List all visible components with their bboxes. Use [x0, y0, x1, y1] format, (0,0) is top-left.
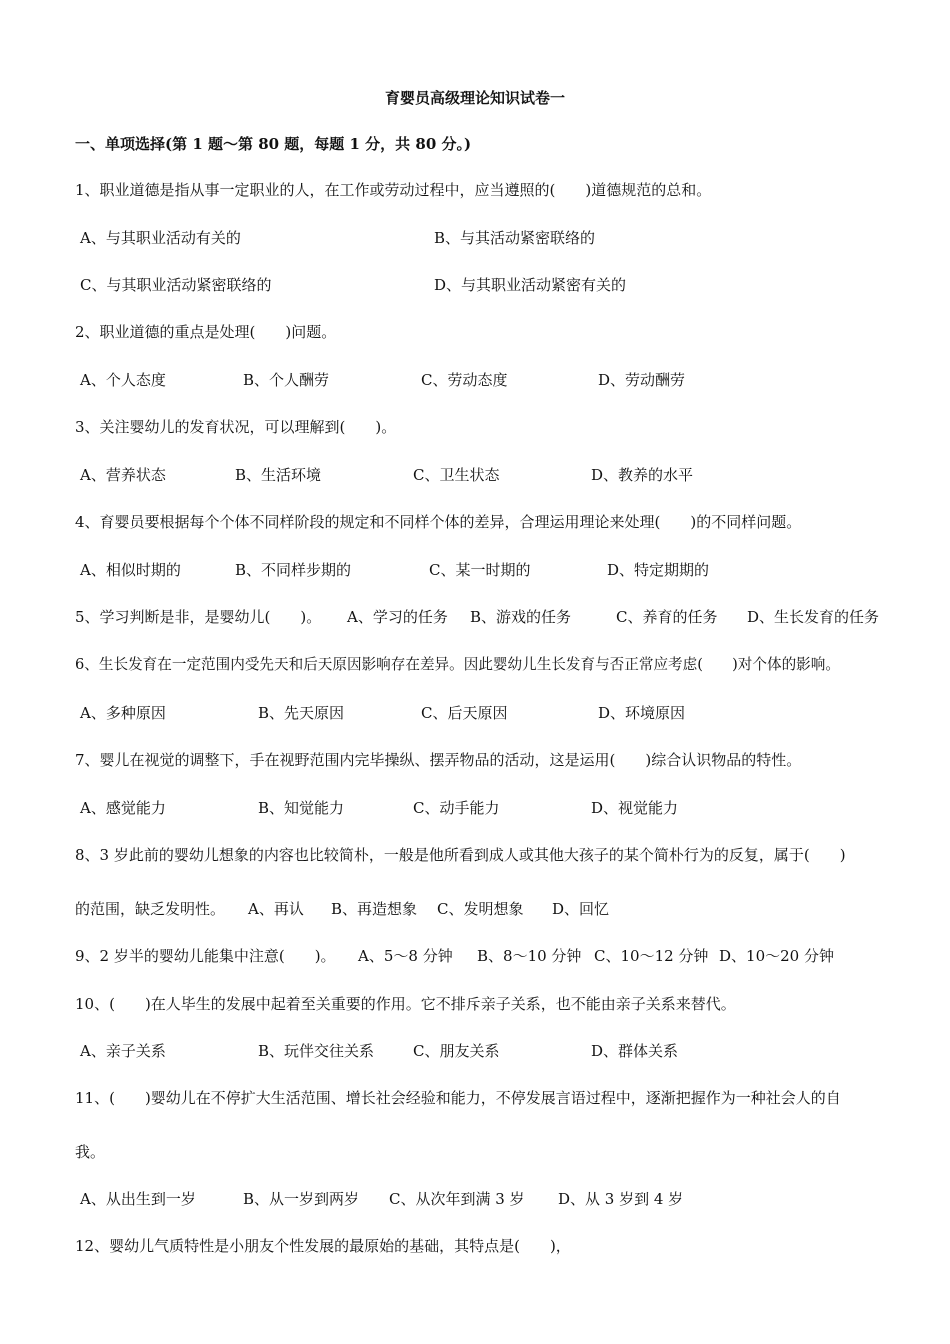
question-11-stem: 11、( )婴幼儿在不停扩大生活范围、增长社会经验和能力，不停发展言语过程中，逐渐把握作为一种社会人的自: [75, 1089, 841, 1107]
question-9-option-a: A、5～8 分钟: [358, 947, 453, 965]
question-8-option-b: B、再造想象: [331, 900, 418, 918]
question-3-stem: 3、关注婴幼儿的发育状况，可以理解到( )。: [75, 418, 397, 436]
question-8-stem: 8、3 岁此前的婴幼儿想象的内容也比较简朴，一般是他所看到成人或其他大孩子的某个简朴行为的反复，属于( ): [75, 846, 846, 864]
question-1-option-d: D、与其职业活动紧密有关的: [434, 276, 627, 294]
question-2-option-b: B、个人酬劳: [243, 371, 330, 389]
section-heading: 一、单项选择(第 1 题～第 80 题，每题 1 分，共 80 分。): [75, 135, 472, 153]
question-1-stem: 1、职业道德是指从事一定职业的人，在工作或劳动过程中，应当遵照的( )道德规范的总和。: [75, 181, 712, 199]
question-4-stem: 4、育婴员要根据每个个体不同样阶段的规定和不同样个体的差异，合理运用理论来处理( )的不同样问题。: [75, 513, 802, 531]
question-10-option-b: B、玩伴交往关系: [258, 1042, 375, 1060]
question-4-option-d: D、特定期期的: [607, 561, 710, 579]
question-3-option-c: C、卫生状态: [413, 466, 500, 484]
question-3-option-d: D、教养的水平: [591, 466, 694, 484]
question-8-stem-continued: 的范围，缺乏发明性。: [75, 900, 226, 918]
question-10-stem: 10、( )在人毕生的发展中起着至关重要的作用。它不排斥亲子关系，也不能由亲子关系来替代。: [75, 995, 736, 1013]
question-5-option-a: A、学习的任务: [347, 608, 448, 626]
question-8-option-d: D、回忆: [552, 900, 610, 918]
question-10-option-d: D、群体关系: [591, 1042, 679, 1060]
question-11-stem-continued: 我。: [75, 1143, 106, 1161]
question-1-option-b: B、与其活动紧密联络的: [434, 229, 596, 247]
question-7-option-b: B、知觉能力: [258, 799, 345, 817]
question-9-option-d: D、10～20 分钟: [719, 947, 834, 965]
question-1-option-a: A、与其职业活动有关的: [80, 229, 241, 247]
question-11-option-c: C、从次年到满 3 岁: [389, 1190, 525, 1208]
question-10-option-a: A、亲子关系: [80, 1042, 166, 1060]
question-2-option-d: D、劳动酬劳: [598, 371, 686, 389]
question-10-option-c: C、朋友关系: [413, 1042, 500, 1060]
question-6-stem: 6、生长发育在一定范围内受先天和后天原因影响存在差异。因此婴幼儿生长发育与否正常应考虑( )对个体的影响。: [75, 656, 840, 673]
question-6-option-a: A、多种原因: [80, 704, 166, 722]
question-11-option-b: B、从一岁到两岁: [243, 1190, 360, 1208]
question-4-option-c: C、某一时期的: [429, 561, 531, 579]
question-4-option-b: B、不同样步期的: [235, 561, 352, 579]
question-11-option-a: A、从出生到一岁: [80, 1190, 196, 1208]
question-6-option-c: C、后天原因: [421, 704, 508, 722]
question-5-option-d: D、生长发育的任务: [747, 608, 880, 626]
question-4-option-a: A、相似时期的: [80, 561, 181, 579]
question-8-option-c: C、发明想象: [437, 900, 524, 918]
question-9-stem: 9、2 岁半的婴幼儿能集中注意( )。: [75, 947, 336, 965]
question-5-option-b: B、游戏的任务: [470, 608, 572, 626]
question-7-stem: 7、婴儿在视觉的调整下，手在视野范围内完毕操纵、摆弄物品的活动，这是运用( )综合认识物品的特性。: [75, 751, 802, 769]
question-7-option-c: C、动手能力: [413, 799, 500, 817]
question-3-option-b: B、生活环境: [235, 466, 322, 484]
question-2-stem: 2、职业道德的重点是处理( )问题。: [75, 323, 337, 341]
question-6-option-d: D、环境原因: [598, 704, 686, 722]
question-1-option-c: C、与其职业活动紧密联络的: [80, 276, 272, 294]
question-9-option-c: C、10～12 分钟: [594, 947, 709, 965]
question-3-option-a: A、营养状态: [80, 466, 166, 484]
question-7-option-a: A、感觉能力: [80, 799, 166, 817]
question-2-option-c: C、劳动态度: [421, 371, 508, 389]
question-8-option-a: A、再认: [248, 900, 304, 918]
question-2-option-a: A、个人态度: [80, 371, 166, 389]
question-6-option-b: B、先天原因: [258, 704, 345, 722]
document-title: 育婴员高级理论知识试卷一: [384, 89, 565, 107]
question-5-option-c: C、养育的任务: [616, 608, 718, 626]
question-11-option-d: D、从 3 岁到 4 岁: [558, 1190, 684, 1208]
question-12-stem: 12、婴幼儿气质特性是小朋友个性发展的最原始的基础，其特点是( )，: [75, 1237, 571, 1255]
question-7-option-d: D、视觉能力: [591, 799, 679, 817]
question-9-option-b: B、8～10 分钟: [477, 947, 582, 965]
question-5-stem: 5、学习判断是非，是婴幼儿( )。: [75, 608, 322, 626]
